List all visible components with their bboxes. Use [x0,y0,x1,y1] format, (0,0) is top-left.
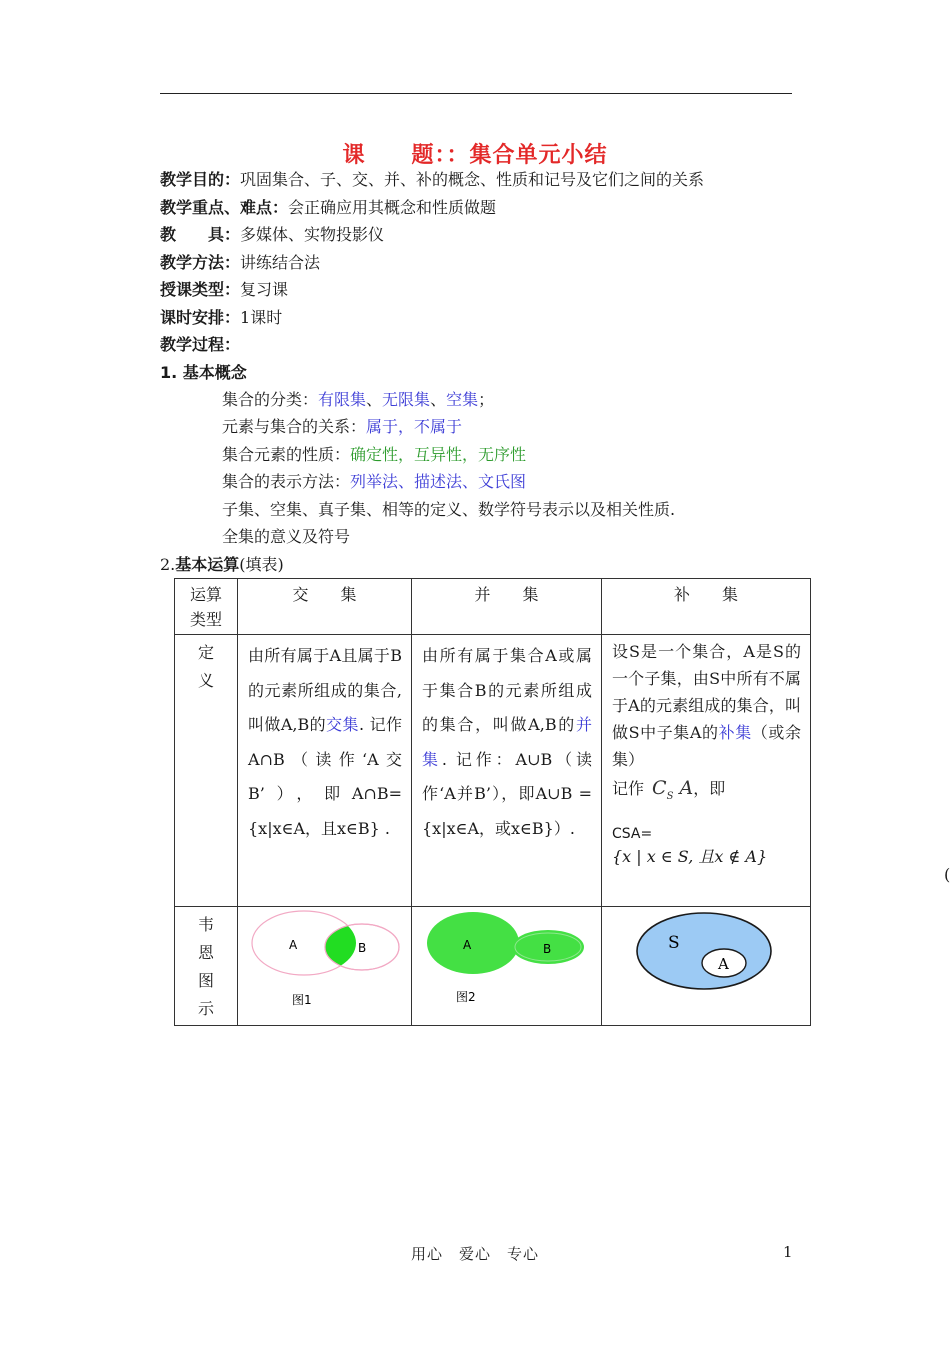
set-b-label: B [358,941,367,955]
table-definition-row [175,635,811,907]
header-intersection: 交 集 [238,579,412,635]
complement-venn-cell [602,907,811,1026]
concept-universal: 全集的意义及符号 [222,527,351,546]
meta-type [160,279,288,301]
meta-label: 教学过程： [160,335,241,354]
intersection-venn-diagram [238,907,412,1021]
set-b-label: B [543,942,552,956]
complement-notation: 记作 $C_S$ A，即 [612,777,726,802]
meta-label: 教学目的： [160,170,241,189]
footer-motto: 用心 爱心 专心 [410,1245,539,1263]
set-a-label: A [289,938,298,952]
edge-mark: ( [944,865,950,884]
operations-table [174,578,811,1026]
figure-caption: 图2 [456,990,476,1004]
meta-label: 教学方法： [160,253,241,272]
intersection-definition: 由所有属于A且属于B的元素所组成的集合,叫做A,B的交集. 记作A∩B（读作‘A交B’），即A∩B= {x|x∈A，且x∈B} . [238,635,412,907]
union-venn-diagram [412,907,602,1021]
row-label-definition: 定义 [175,635,238,907]
concept-classification: 集合的分类：有限集、无限集、空集； [222,390,495,409]
meta-value: 1课时 [240,308,283,327]
header-op-type: 运算类型 [175,579,238,635]
union-venn-cell [412,907,602,1026]
header-complement: 补 集 [602,579,811,635]
meta-hours [160,307,282,329]
meta-purpose [160,169,704,191]
concept-relation: 元素与集合的关系：属于，不属于 [222,417,463,436]
table-venn-row [175,907,811,1026]
meta-value: 复习课 [240,280,289,299]
universal-set-s [637,913,771,989]
meta-label: 教学重点、难点： [160,198,289,217]
union-definition: 由所有属于集合A或属于集合B的元素所组成的集合，叫做A,B的并集. 记作：A∪B（读作‘A并B’），即A∪B ={x|x∈A，或x∈B}）. [412,635,602,907]
intersection-venn-cell [238,907,412,1026]
meta-key-points [160,197,496,219]
set-a-label: A [718,955,729,973]
meta-process [160,334,240,356]
complement-formula-label: CSA= [612,825,653,842]
set-s-label: S [668,933,680,953]
complement-formula: {x | x ∈ S, 且x ∉ A} [612,846,768,866]
table-header-row [175,579,811,635]
section2-heading: 2.基本运算(填表) [160,555,284,574]
header-rule [160,93,792,94]
complement-definition: 设S是一个集合，A是S的一个子集，由S中所有不属于A的元素组成的集合，叫做S中子集A的补集（或余集） 记作 $C_S$ A，即 CSA= {x | x ∈ S, 且x ∉ A} [602,635,811,907]
page-title: 课 题：：集合单元小结 [342,143,608,168]
figure-caption: 图1 [292,993,312,1007]
header-union: 并 集 [412,579,602,635]
row-label-venn: 韦恩图示 [175,907,238,1026]
complement-venn-diagram [602,907,811,1021]
meta-label: 课时安排： [160,308,241,327]
concept-properties: 集合元素的性质：确定性，互异性，无序性 [222,445,527,464]
concept-representation: 集合的表示方法：列举法、描述法、文氏图 [222,472,527,491]
meta-value: 会正确应用其概念和性质做题 [288,198,497,217]
page-number: 1 [783,1243,793,1261]
set-a-ellipse [427,912,519,974]
meta-method [160,252,320,274]
meta-label: 教 具： [160,225,241,244]
set-a-label: A [463,938,472,952]
meta-tools [160,224,384,246]
concept-subset: 子集、空集、真子集、相等的定义、数学符号表示以及相关性质. [222,500,676,519]
meta-value: 多媒体、实物投影仪 [240,225,385,244]
meta-value: 巩固集合、子、交、并、补的概念、性质和记号及它们之间的关系 [240,170,705,189]
meta-label: 授课类型： [160,280,241,299]
section1-heading: 1. 基本概念 [160,363,247,382]
meta-value: 讲练结合法 [240,253,321,272]
